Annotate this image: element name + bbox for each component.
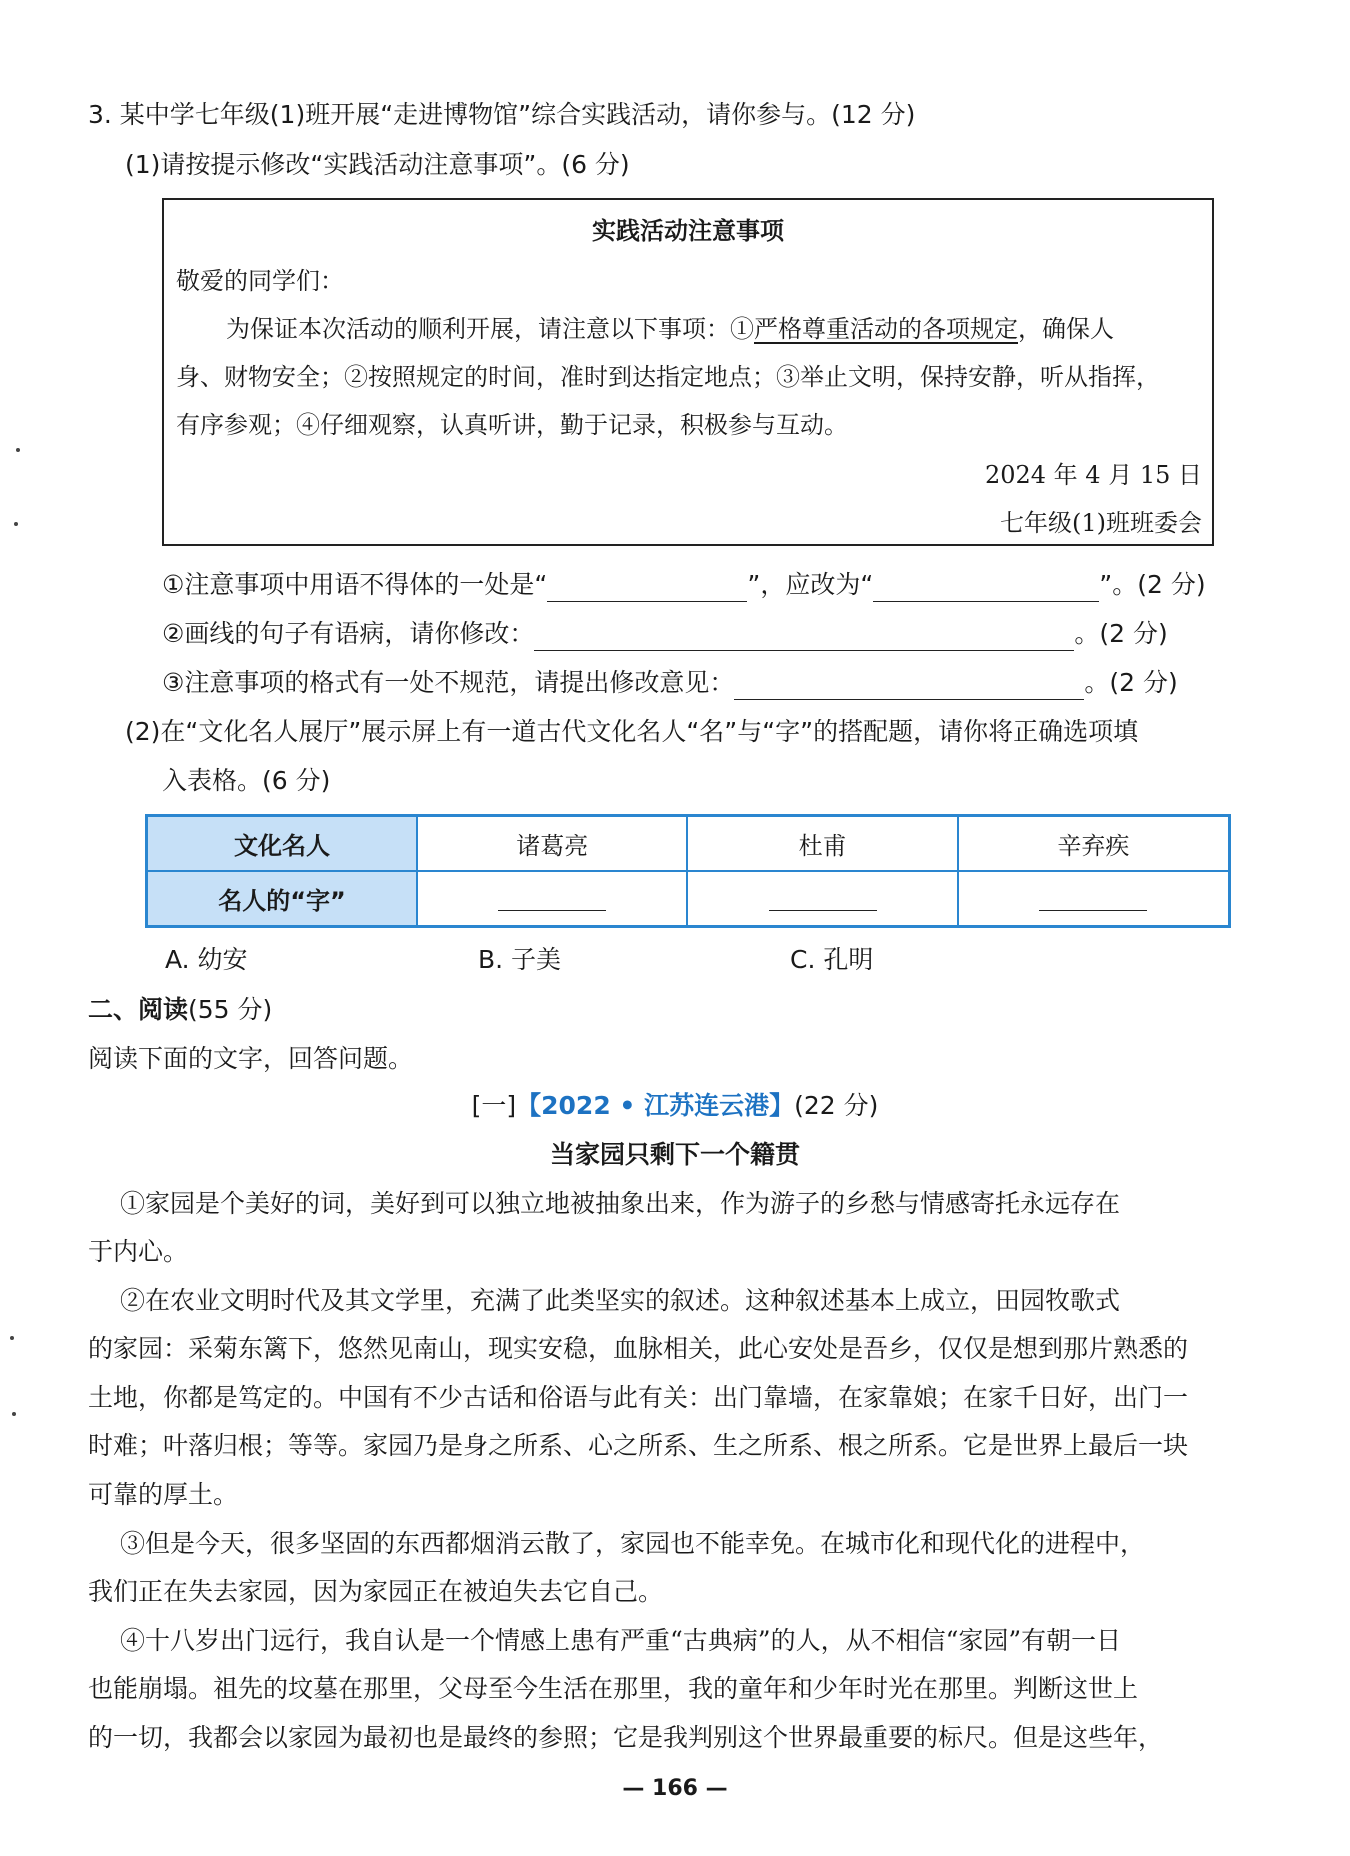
question-3-intro: 3. 某中学七年级(1)班开展“走进博物馆”综合实践活动，请你参与。(12 分) [88,100,916,129]
notice-title: 实践活动注意事项 [592,217,784,245]
passage-line: 可靠的厚土。 [88,1480,239,1509]
passage-line: 土地，你都是笃定的。中国有不少古话和俗语与此有关：出门靠墙，在家靠娘；在家千日好，出门一 [88,1383,1189,1412]
passage-line: 的一切，我都会以家园为最初也是最终的参照；它是我判别这个世界最重要的标尺。但是这些年， [88,1723,1164,1752]
passage-line: ①家园是个美好的词，美好到可以独立地被抽象出来，作为游子的乡愁与情感寄托永远存在 [120,1189,1121,1218]
table-cell-answer [417,871,687,927]
underlined-sentence: 严格尊重活动的各项规定 [754,315,1018,343]
sub-question-1 [162,568,1206,602]
table-header-cultural-figure: 文化名人 [147,816,418,872]
notice-body-line-3: 有序参观；④仔细观察，认真听讲，勤于记录，积极参与互动。 [176,411,848,439]
notice-box [162,198,1214,546]
sub-question-1-text-b: ”，应改为“ [747,570,874,599]
section-2-score: (55 分) [188,995,273,1024]
sub-question-2 [162,617,1168,651]
passage-line: ④十八岁出门远行，我自认是一个情感上患有严重“古典病”的人，从不相信“家园”有朝一日 [120,1626,1122,1655]
notice-signature: 七年级(1)班班委会 [1000,509,1202,537]
table-cell-name: 杜甫 [687,816,957,872]
notice-greeting: 敬爱的同学们： [176,267,344,295]
table-row [147,871,1230,927]
passage-line: 时难；叶落归根；等等。家园乃是身之所系、心之所系、生之所系、根之所系。它是世界上最后一块 [88,1431,1189,1460]
option-c: C. 孔明 [790,945,874,974]
table-header-courtesy-name: 名人的“字” [147,871,418,927]
answer-blank-4[interactable] [734,673,1084,700]
table-cell-answer [958,871,1230,927]
table-answer-blank[interactable] [498,888,606,911]
answer-blank-2[interactable] [873,575,1099,602]
reading-instruction: 阅读下面的文字，回答问题。 [88,1044,414,1073]
option-b: B. 子美 [478,945,562,974]
notice-body-line-1-end: ，确保人 [1018,315,1114,343]
sub-question-3-text-a: ③注意事项的格式有一处不规范，请提出修改意见： [162,668,735,697]
name-matching-table [145,814,1231,928]
sub-question-2-text-b: 。(2 分) [1074,619,1168,648]
passage-number: [一] [471,1091,517,1120]
scan-speck [16,448,20,452]
option-a: A. 幼安 [165,945,248,974]
page-number: — 166 — [622,1776,728,1801]
sub-question-3 [162,666,1178,700]
scan-speck [10,1336,14,1340]
passage-score: (22 分) [794,1091,879,1120]
notice-body-line-2: 身、财物安全；②按照规定的时间，准时到达指定地点；③举止文明，保持安静，听从指挥， [176,363,1160,391]
passage-title: 当家园只剩下一个籍贯 [549,1140,800,1169]
passage-line: 我们正在失去家园，因为家园正在被迫失去它自己。 [88,1577,664,1606]
scan-speck [14,522,18,526]
table-cell-name: 辛弃疾 [958,816,1230,872]
passage-tag [0,1089,1350,1123]
passage-line: ③但是今天，很多坚固的东西都烟消云散了，家园也不能幸免。在城市化和现代化的进程中， [120,1529,1146,1558]
passage-source: 【2022 • 江苏连云港】 [516,1091,795,1120]
passage-line: ②在农业文明时代及其文学里，充满了此类坚实的叙述。这种叙述基本上成立，田园牧歌式 [120,1286,1121,1315]
table-row [147,816,1230,872]
notice-body-line-1-start: 为保证本次活动的顺利开展，请注意以下事项：① [226,315,754,343]
table-cell-answer [687,871,957,927]
passage-line: 的家园：采菊东篱下，悠然见南山，现实安稳，血脉相关，此心安处是吾乡，仅仅是想到那片熟悉的 [88,1334,1189,1363]
question-3-part-1: (1)请按提示修改“实践活动注意事项”。(6 分) [125,150,630,179]
scan-speck [12,1412,16,1416]
answer-blank-1[interactable] [547,575,747,602]
notice-date: 2024 年 4 月 15 日 [984,461,1202,489]
table-answer-blank[interactable] [1039,888,1147,911]
answer-blank-3[interactable] [534,624,1074,651]
table-cell-name: 诸葛亮 [417,816,687,872]
notice-body-line-1 [226,312,1114,346]
question-3-part-2-line-1: (2)在“文化名人展厅”展示屏上有一道古代文化名人“名”与“字”的搭配题，请你将正确选项填 [125,717,1139,746]
section-2-heading [88,993,272,1027]
sub-question-3-text-b: 。(2 分) [1084,668,1178,697]
sub-question-1-text-c: ”。(2 分) [1099,570,1206,599]
table-answer-blank[interactable] [769,888,877,911]
section-2-heading-bold: 二、阅读 [88,995,189,1024]
passage-line: 于内心。 [88,1237,189,1266]
question-3-part-2-line-2: 入表格。(6 分) [162,766,331,795]
passage-line: 也能崩塌。祖先的坟墓在那里，父母至今生活在那里，我的童年和少年时光在那里。判断这世上 [88,1674,1139,1703]
sub-question-1-text-a: ①注意事项中用语不得体的一处是“ [162,570,548,599]
sub-question-2-text-a: ②画线的句子有语病，请你修改： [162,619,535,648]
